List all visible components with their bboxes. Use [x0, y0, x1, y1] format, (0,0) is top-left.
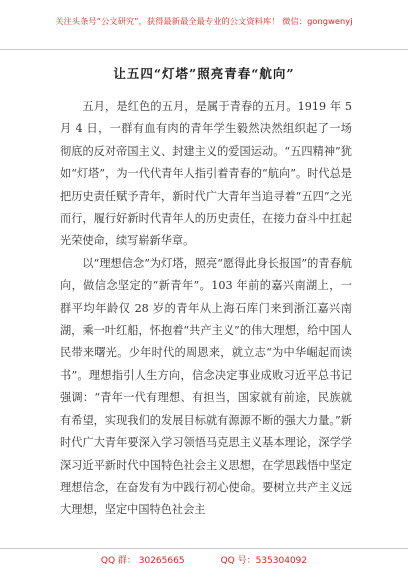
paragraph: 以“理想信念”为灯塔，照亮“愿得此身长报国”的青春航向，做信念坚定的“新青年”。103 年前的嘉兴南湖上，一群平均年龄仅 28 岁的青年从上海石库门来到浙江嘉兴南湖，乘一叶红船，怀抱着“共产主义”的伟大理想，给中国人民带来曙光。少年时代的周恩来，就立志“为中华崛起而读书”。理想指引人生方向，信念决定事业成败习近平总书记强调：“青年一代有理想、有担当，国家就有前途，民族就有希望，实现我们的发展目标就有源源不断的强大力量。”新时代广大青年要深入学习领悟马克思主义基本理论，深学学深习近平新时代中国特色社会主义思想，在学思践悟中坚定理想信念，在奋发有为中践行初心使命。要树立共产主义远大理想，坚定中国特色社会主	[60, 256, 352, 517]
document-title: 让五四“灯塔”照亮青春“航向”	[113, 66, 295, 81]
document-body	[60, 96, 352, 522]
footer-qq-group: QQ 群： 30265665	[100, 556, 185, 566]
footer-qq-number: QQ 号：535304092	[220, 556, 308, 566]
paragraph: 五月，是红色的五月，是属于青春的五月。1919 年 5 月 4 日，一群有血有肉的青年学生毅然决然组织起了一场彻底的反对帝国主义、封建主义的爱国运动。“五四精神”犹如“灯塔”，为一代代青年人指引着青春的“航向”。时代总是把历史责任赋予青年，新时代广大青年当追寻着“五四”之光而行，履行好新时代青年人的历史责任，在接力奋斗中扛起光荣使命，续写崭新华章。	[60, 100, 352, 248]
header-banner	[0, 0, 408, 50]
footer-banner	[0, 548, 408, 580]
header-notice: 关注头条号“公文研究”，获得最新最全最专业的公文资料库！ 微信：gongwenyj	[55, 16, 353, 26]
